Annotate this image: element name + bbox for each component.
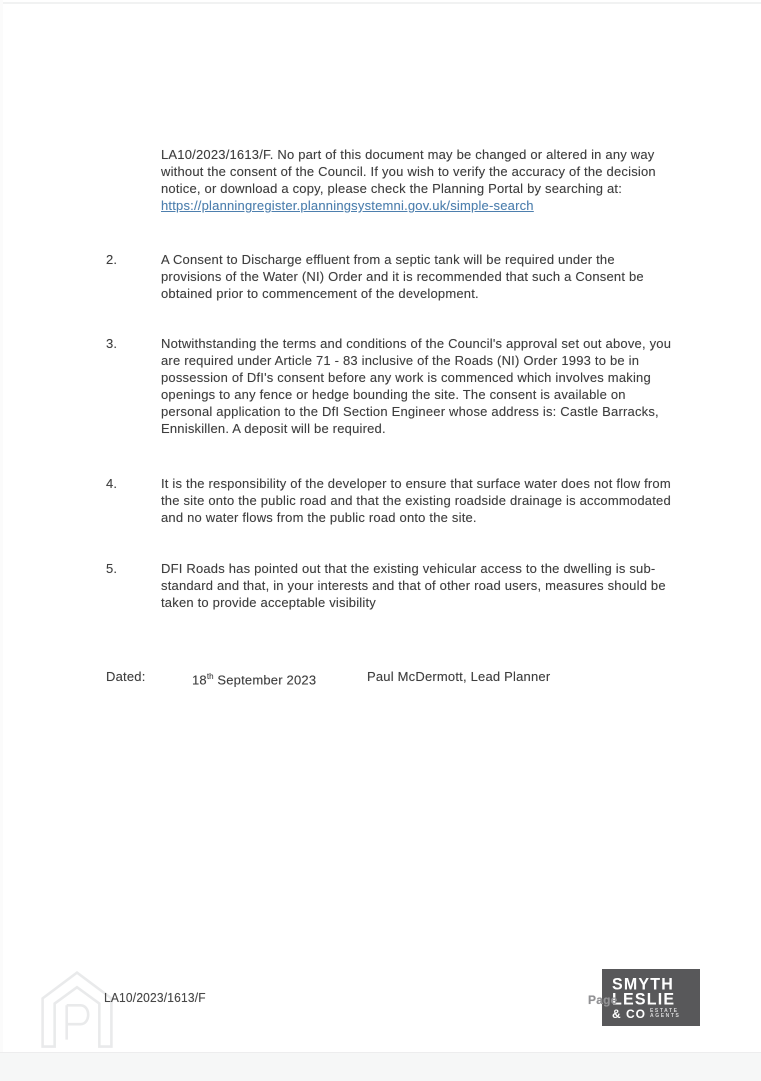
condition-item-4 (106, 475, 676, 526)
condition-item-5 (106, 560, 676, 611)
dated-row (106, 668, 686, 688)
dated-date (192, 668, 316, 688)
logo-line-2: LESLIE (612, 990, 676, 1009)
logo-subtitle (650, 1009, 680, 1019)
planning-portal-link[interactable]: https://planningregister.planningsystemni.gov.uk/simple-search (161, 198, 534, 213)
logo-line-1: SMYTH (612, 975, 674, 994)
condition-number: 4. (106, 476, 118, 491)
intro-text: LA10/2023/1613/F. No part of this document may be changed or altered in any way without the consent of the Council. If you wish to verify the accuracy of the decision notice, or download a copy, please check the Planning Portal by searching at: (161, 147, 656, 196)
dated-label: Dated: (106, 669, 146, 684)
logo-line-3: & CO (612, 1007, 646, 1021)
scan-edge-top (0, 2, 761, 4)
condition-number: 2. (106, 252, 118, 267)
date-day: 18 (192, 672, 207, 688)
signer-name: Paul McDermott, Lead Planner (367, 669, 551, 684)
condition-number: 5. (106, 561, 118, 576)
condition-text: DFI Roads has pointed out that the existing vehicular access to the dwelling is sub-standard and that, in your interests and that of other road users, measures should be taken to provide acceptable visibility (161, 561, 666, 610)
scan-edge-left (0, 0, 3, 1080)
intro-paragraph (161, 146, 675, 214)
date-ordinal: th (206, 672, 214, 681)
logo-sub-line-2: AGENTS (650, 1013, 681, 1019)
page-number-label: Page (588, 993, 618, 1007)
scan-edge-bottom (0, 1052, 761, 1081)
condition-text: A Consent to Discharge effluent from a septic tank will be required under the provisions of the Water (NI) Order and it is recommended that such a Consent be obtained prior to commencement of the development. (161, 252, 644, 301)
logo-sub-line-1: ESTATE (650, 1008, 679, 1014)
planning-portal-watermark-icon (34, 964, 120, 1050)
date-rest: September 2023 (213, 672, 317, 688)
logo-row (612, 1008, 700, 1020)
condition-text: It is the responsibility of the developer to ensure that surface water does not flow from the site onto the public road and that the existing roadside drainage is accommodated and no water flows from the public road onto the site. (161, 476, 671, 525)
condition-text: Notwithstanding the terms and conditions of the Council's approval set out above, you are required under Article 71 - 83 inclusive of the Roads (NI) Order 1993 to be in possession of DfI's consent before any work is commenced which involves making openings to any fence or hedge bounding the site. The consent is available on personal application to the DfI Section Engineer whose address is: Castle Barracks, Enniskillen. A deposit will be required. (161, 336, 672, 436)
footer-reference: LA10/2023/1613/F (104, 991, 206, 1005)
condition-number: 3. (106, 336, 118, 351)
condition-item-3 (106, 335, 676, 437)
condition-item-2 (106, 251, 676, 302)
